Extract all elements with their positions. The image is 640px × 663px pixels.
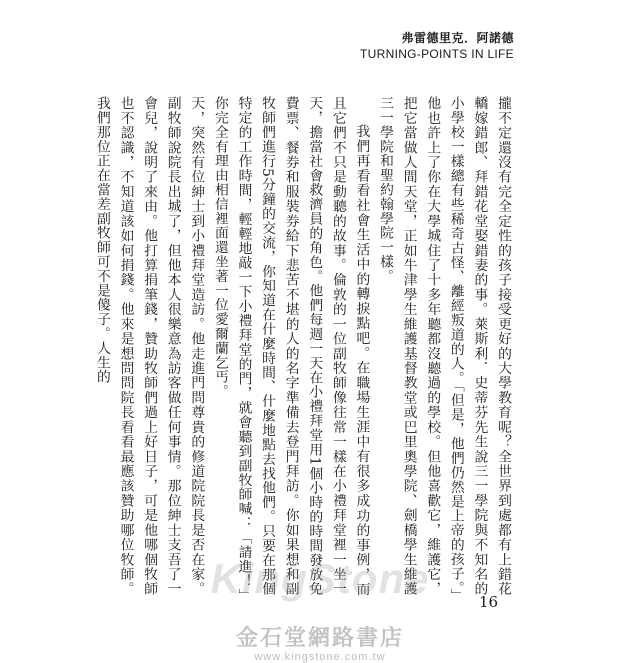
watermark-url: www.kingstone.com.tw xyxy=(254,651,386,663)
paragraph: 我們再看看社會生活中的轉捩點吧。在職場生涯中有很多成功的事例，而且它們不只是動聽的故事。倫敦的一位副牧師像往常一樣在小禮拜堂裡一坐一天，擔當社會救濟員的角色。他們每週一天在小禮拜堂用1個小時的時間發放免費票、餐券和服裝券給下悲苦不堪的人的名字準備去登門拜訪。你如果想和副牧師們進行5分鐘的交流，你知道在什麼時間、什麼地點去找他們。只要在那個特定的工作時間，輕輕地敲一下小禮拜堂的門，就會聽到副牧師喊：「請進！」你完全有理由相信裡面還坐著一位愛爾蘭乞丐。 xyxy=(211,96,370,596)
page-number: 16 xyxy=(479,593,499,611)
paragraph: 天，突然有位紳士到小禮拜堂造訪。他走進門問尊貴的修道院院長是否在家。副牧師說院長出城了，但他本人很樂意為訪客做任何事情。那位紳士支吾了一會兒，說明了來由。他打算捐筆錢，贊助牧師們過上好日子，可是他哪個牧師也不認識，不知道該如何捐錢。他來是想問問院長看看最應該贊助哪位牧師。我們那位正在當差副牧師可不是傻子。人生的 xyxy=(93,96,205,596)
header-author: 弗雷德里克．阿諾德 xyxy=(401,31,514,45)
running-header xyxy=(360,30,514,62)
paragraph: 攏不定還沒有完全定性的孩子接受更好的大學教育呢？全世界到處都有上錯花轎嫁錯郎、拜錯花堂娶錯妻的事。萊斯利．史蒂芬先生說三一學院與不知名的小學校一樣總有些稀奇古怪、離經叛道的人。「但是，他們仍然是上帝的孩子。」他也許上了你在大學城住了十多年聽都沒聽過的學校。但他喜歡它，維護它，把它當做人間天堂，正如牛津學生維護基督教堂或巴里奧學院、劍橋學生維護三一學院和聖約翰學院一樣。 xyxy=(377,96,511,596)
watermark-store-name: 金石堂網路書店 xyxy=(235,625,404,651)
header-book-title: TURNING-POINTS IN LIFE xyxy=(360,47,514,61)
watermark-logo-script: KingStone xyxy=(210,555,430,602)
vertical-body-text xyxy=(89,96,514,596)
